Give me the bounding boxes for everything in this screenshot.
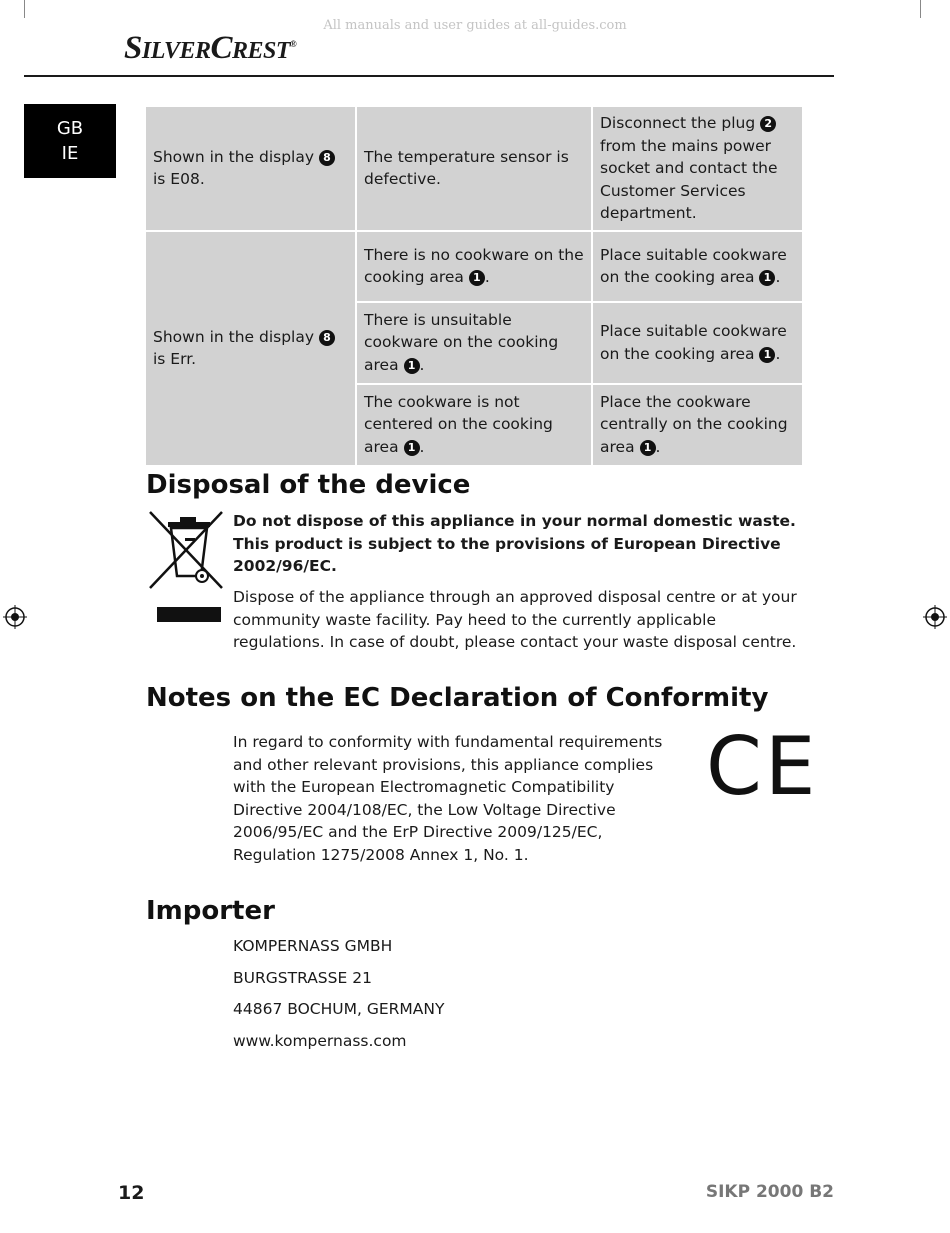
crop-mark-tl — [24, 0, 25, 18]
table-row — [146, 107, 802, 232]
watermark: All manuals and user guides at all-guides.com — [323, 18, 627, 33]
table-row — [146, 232, 802, 303]
cause-cell — [146, 107, 357, 232]
cause-text: Shown in the display — [153, 327, 315, 346]
remedy-cell: Place suitable cookware on the cooking area 1 . — [593, 303, 802, 385]
brand-rest: REST — [232, 38, 291, 64]
remedy-text: Disconnect the plug — [600, 114, 756, 132]
remedy-text: Place suitable cookware on the cooking area — [600, 322, 787, 363]
remedy-cell — [593, 107, 802, 232]
importer-street: BURGSTRASSE 21 — [233, 969, 372, 987]
troubleshooting-table — [146, 107, 802, 465]
item-number-badge: 1 — [404, 358, 420, 374]
importer-heading: Importer — [146, 896, 275, 926]
crop-mark-tr — [920, 0, 921, 18]
reason-cell: There is no cookware on the cooking area 1 . — [357, 232, 593, 303]
item-number-badge: 1 — [640, 440, 656, 456]
cause-cell — [146, 232, 357, 465]
header-rule — [24, 75, 834, 77]
crossed-out-bin-icon — [146, 508, 226, 628]
reason-text: There is unsuitable cookware on the cooking area — [364, 310, 559, 374]
item-number-badge: 1 — [469, 270, 485, 286]
conformity-text: In regard to conformity with fundamental requirements and other relevant provisions, this appliance complies with the European Electromagnetic Compatibility Directive 2004/108/EC, the Low Voltage Directive 2006/95/EC and the ErP Directive 2009/125/EC, Regulation 1275/2008 Annex 1, No. 1. — [233, 733, 663, 864]
disposal-text: Dispose of the appliance through an approved disposal centre or at your community waste facility. Pay heed to the currently applicable regulations. In case of doubt, please contact your waste disposal centre. — [233, 588, 797, 651]
language-gb: GB — [56, 118, 84, 139]
remedy-cell: Place suitable cookware on the cooking area 1 . — [593, 232, 802, 303]
item-number-badge: 8 — [319, 150, 335, 166]
registered-mark: ® — [290, 39, 297, 49]
reason-cell: The temperature sensor is defective. — [357, 107, 593, 232]
remedy-text: Place suitable cookware on the cooking area — [600, 245, 787, 286]
brand-ilver: ILVER — [141, 38, 211, 64]
registration-mark-left — [3, 605, 27, 629]
reason-text: There is no cookware on the cooking area — [364, 245, 584, 286]
brand-s: S — [124, 30, 142, 66]
brand-c: C — [210, 30, 233, 66]
language-tab — [24, 104, 116, 178]
disposal-warning: Do not dispose of this appliance in your normal domestic waste. This product is subject to the provisions of European Directive 2002/96/EC. — [233, 512, 796, 575]
language-ie: IE — [61, 143, 79, 164]
importer-name: KOMPERNASS GMBH — [233, 937, 393, 955]
cause-text: Shown in the display — [153, 147, 315, 166]
reason-cell: The cookware is not centered on the cooking area 1 . — [357, 385, 593, 465]
item-number-badge: 1 — [404, 440, 420, 456]
item-number-badge: 2 — [760, 116, 776, 132]
remedy-cell: Place the cookware centrally on the cooking area 1 . — [593, 385, 802, 465]
remedy-text: from the mains power socket and contact the Customer Services department. — [600, 136, 778, 222]
remedy-text: Place the cookware centrally on the cooking area — [600, 392, 788, 456]
disposal-heading: Disposal of the device — [146, 470, 471, 500]
reason-cell: There is unsuitable cookware on the cooking area 1 . — [357, 303, 593, 385]
importer-city: 44867 BOCHUM, GERMANY — [233, 1000, 445, 1018]
model-number: SIKP 2000 B2 — [705, 1182, 834, 1202]
importer-website-link[interactable]: www.kompernass.com — [233, 1032, 407, 1050]
conformity-heading: Notes on the EC Declaration of Conformity — [146, 683, 769, 713]
cause-suffix: is Err. — [153, 350, 197, 368]
item-number-badge: 8 — [319, 330, 335, 346]
page-number: 12 — [118, 1182, 145, 1204]
registration-mark-right — [923, 605, 947, 629]
item-number-badge: 1 — [759, 347, 775, 363]
ce-mark-icon: CE — [706, 720, 819, 813]
item-number-badge: 1 — [759, 270, 775, 286]
cause-suffix: is E08. — [153, 170, 205, 189]
reason-text: The cookware is not centered on the cooking area — [364, 392, 553, 456]
brand-logo — [124, 30, 296, 67]
